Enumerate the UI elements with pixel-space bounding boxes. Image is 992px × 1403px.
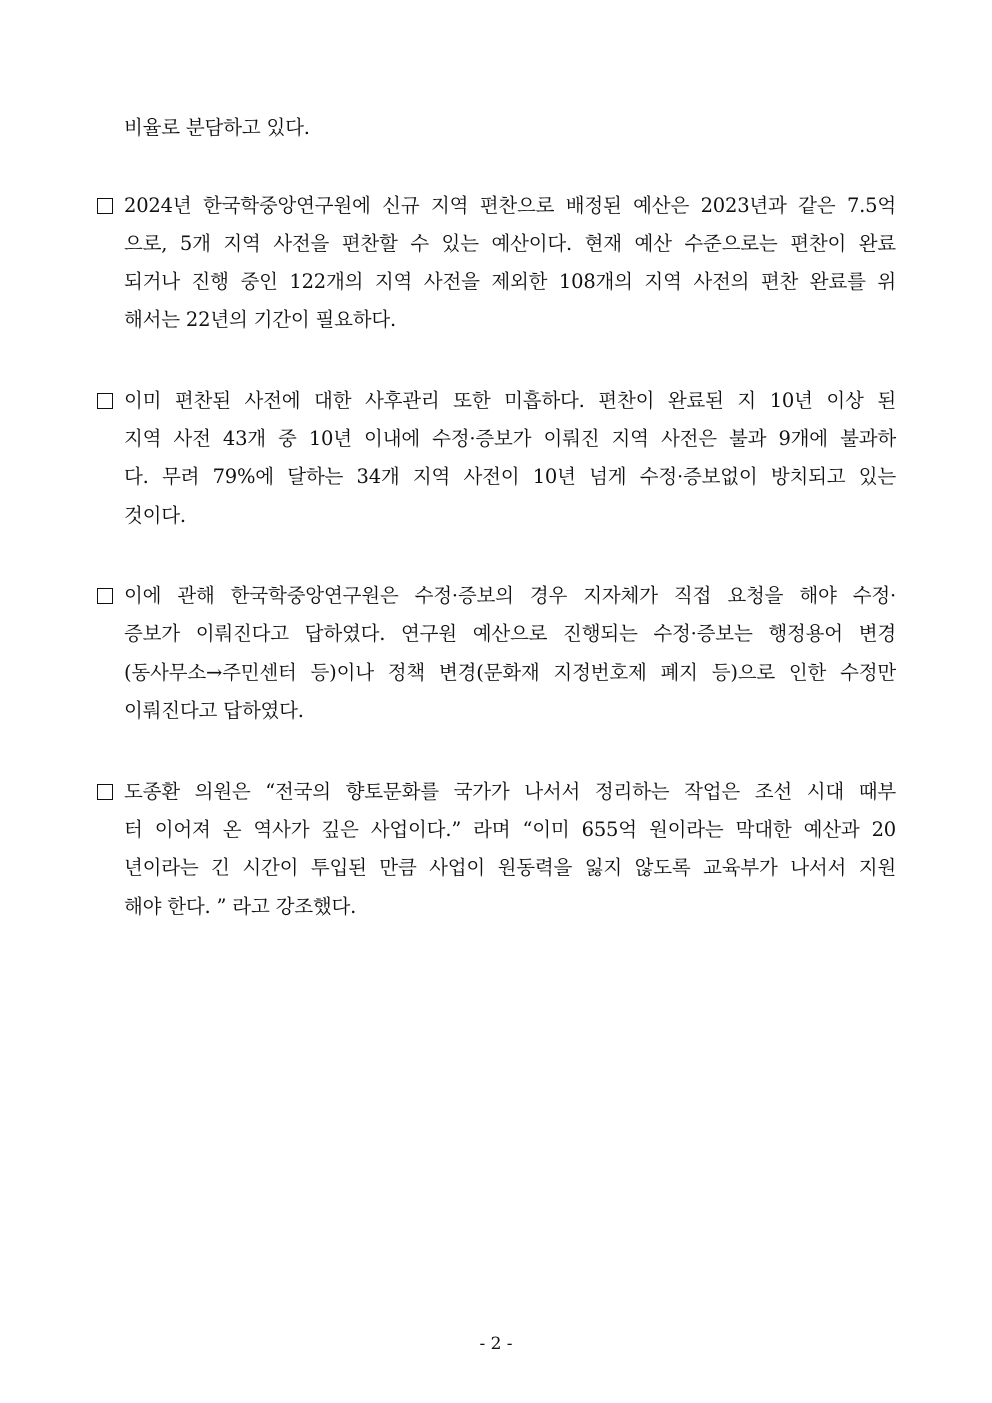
continuation-line: 비율로 분담하고 있다. [124,116,310,139]
checkbox-bullet [97,393,113,409]
paragraph-line: 증보가 이뤄진다고 답하였다. 연구원 예산으로 진행되는 수정·증보는 행정용어 변경 [124,622,896,645]
paragraph-line: 2024년 한국학중앙연구원에 신규 지역 편찬으로 배정된 예산은 2023년과 같은 7.5억 [124,194,896,217]
paragraph-line: 되거나 진행 중인 122개의 지역 사전을 제외한 108개의 지역 사전의 편찬 완료를 위 [124,270,896,293]
paragraph-line: 해야 한다. ” 라고 강조했다. [124,895,357,918]
paragraph-line: 도종환 의원은 “전국의 향토문화를 국가가 나서서 정리하는 작업은 조선 시대 때부 [124,780,896,803]
paragraph-line: 터 이어져 온 역사가 깊은 사업이다.” 라며 “이미 655억 원이라는 막대한 예산과 20 [124,818,896,841]
paragraph-line: 해서는 22년의 기간이 필요하다. [124,308,397,331]
paragraph-line: 으로, 5개 지역 사전을 편찬할 수 있는 예산이다. 현재 예산 수준으로는 편찬이 완료 [124,232,896,255]
paragraph-line: 지역 사전 43개 중 10년 이내에 수정·증보가 이뤄진 지역 사전은 불과 9개에 불과하 [124,427,896,450]
paragraph-line: 년이라는 긴 시간이 투입된 만큼 사업이 원동력을 잃지 않도록 교육부가 나서서 지원 [124,856,896,879]
paragraph-line: 이뤄진다고 답하였다. [124,699,304,722]
paragraph-line: 이미 편찬된 사전에 대한 사후관리 또한 미흡하다. 편찬이 완료된 지 10년 이상 된 [124,389,896,412]
paragraph-line: (동사무소→주민센터 등)이나 정책 변경(문화재 지정번호제 폐지 등)으로 인한 수정만 [124,661,896,684]
paragraph-line: 다. 무려 79%에 달하는 34개 지역 사전이 10년 넘게 수정·증보없이 방치되고 있는 [124,465,896,488]
checkbox-bullet [97,198,113,214]
page-number: - 2 - [479,1334,513,1354]
paragraph-line: 이에 관해 한국학중앙연구원은 수정·증보의 경우 지자체가 직접 요청을 해야 수정· [124,584,896,607]
paragraph-line: 것이다. [124,504,186,527]
checkbox-bullet [97,784,113,800]
checkbox-bullet [97,588,113,604]
